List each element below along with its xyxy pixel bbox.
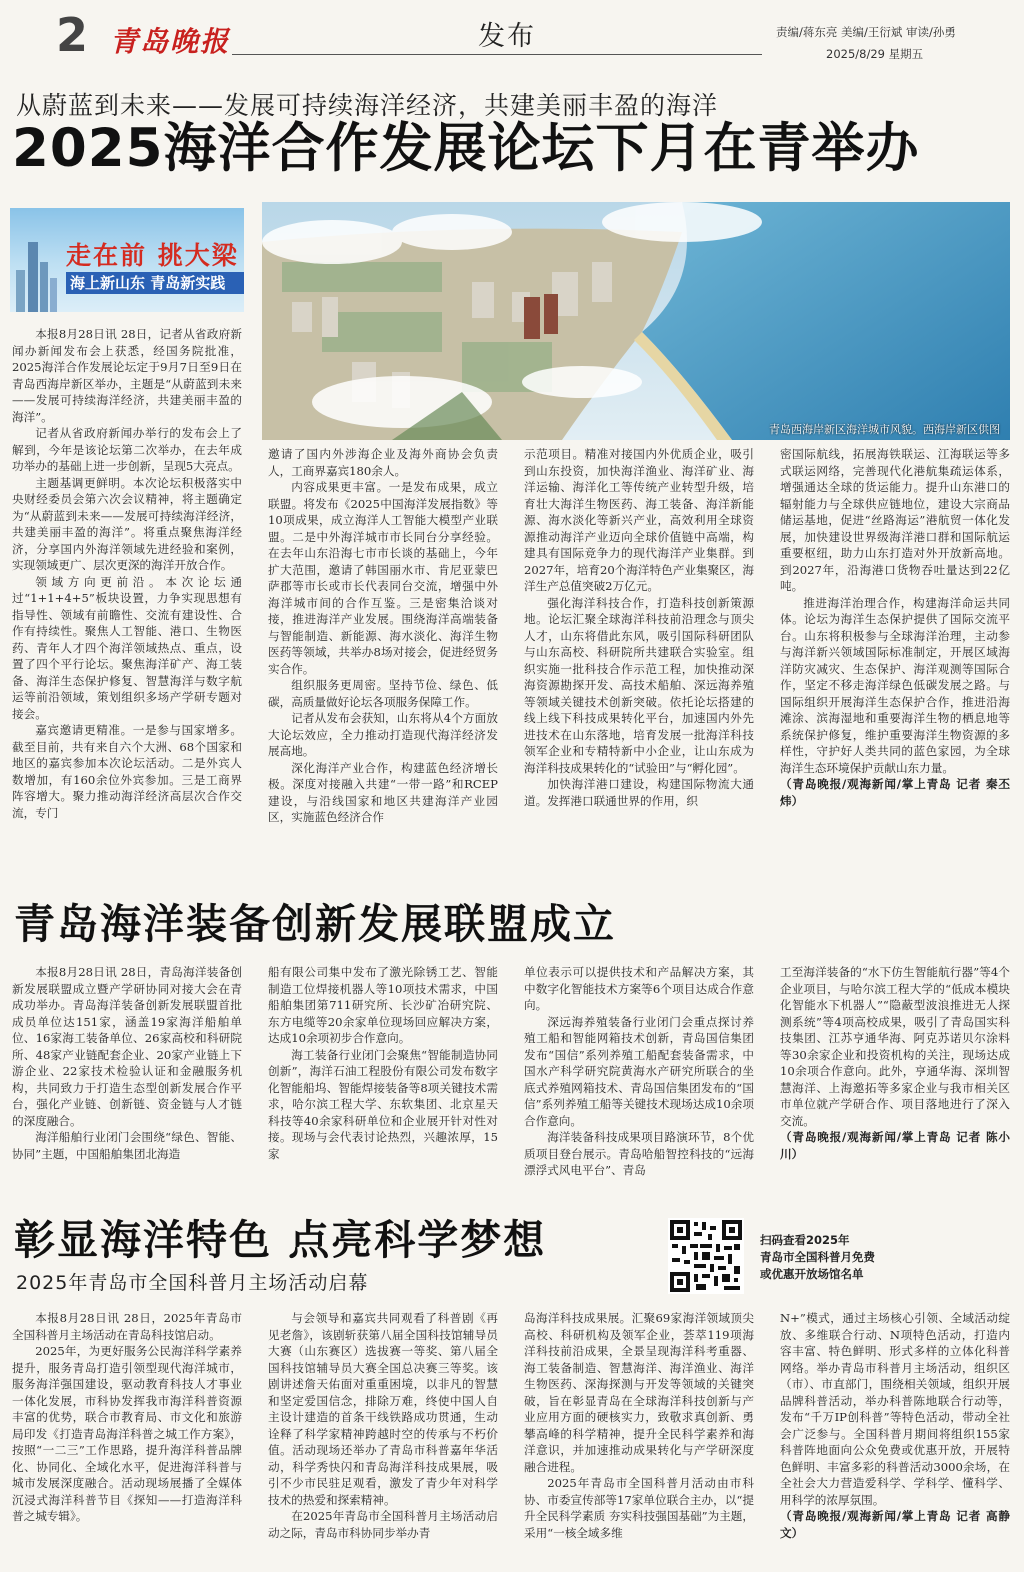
paragraph: 本报8月28日讯 28日，2025年青岛市全国科普月主场活动在青岛科技馆启动。 [12, 1311, 242, 1342]
coastal-city-image [262, 202, 1010, 440]
paragraph: 深远海养殖装备行业闭门会重点探讨养殖工船和智能网箱技术创新，青岛国信集团发布“国信”系列养殖工船配套装备需求，中国水产科学研究院黄海水产研究所联合的坐底式养殖网箱技术、青岛国信集团发布的“国信”系列养殖工船等关键技术现场达成10余项合作意向。 [524, 1014, 754, 1128]
story3-column-2 [268, 1310, 498, 1568]
story3-column-3 [524, 1310, 754, 1568]
story2-headline: 青岛海洋装备创新发展联盟成立 [14, 900, 616, 948]
story1-column-2 [268, 446, 498, 880]
story3-column-4 [780, 1310, 1010, 1568]
story1-column-1 [12, 326, 242, 880]
story2-column-4 [780, 964, 1010, 1186]
paragraph: 本报8月28日讯 28日，记者从省政府新闻办新闻发布会上获悉，经国务院批准，2025海洋合作发展论坛定于9月7日至9日在青岛西海岸新区举办，主题是“从蔚蓝到未来——发展可持续海洋经济，共建美丽丰盈的海洋”。 [12, 327, 242, 424]
paragraph: 深化海洋产业合作，构建蓝色经济增长极。深度对接融入共建“一带一路”和RCEP建设，与沿线国家和地区共建海洋产业园区，实施蓝色经济合作 [268, 760, 498, 824]
story2-column-3 [524, 964, 754, 1186]
paragraph: 邀请了国内外涉海企业及海外商协会负责人，工商界嘉宾180余人。 [268, 447, 498, 478]
paragraph: 密国际航线，拓展海铁联运、江海联运等多式联运网络，完善现代化港航集疏运体系，增强通达全球的货运能力。提升山东港口的辐射能力与全球供应链地位，建设大宗商品储运基地，促进“丝路海运”港航贸一体化发展，加快建设世界级海洋港口群和国际航运重要枢纽，助力山东打造对外开放新高地。到2027年，沿海港口货物吞吐量达到22亿吨。 [780, 447, 1010, 593]
paragraph: 与会领导和嘉宾共同观看了科普剧《再见老詹》，该剧斩获第八届全国科技馆辅导员大赛（山东赛区）选拔赛一等奖、第八届全国科技馆辅导员大赛全国总决赛三等奖。该剧讲述詹天佑面对重重困境，以非凡的智慧和坚定爱国信念，排除万难，终使中国人自主设计建造的首条干线铁路成功贯通，生动诠释了科学家精神跨越时空的传承与不朽价值。活动现场还举办了青岛市科普嘉年华活动，科学秀快闪和青岛海洋科技成果展，吸引不少市民驻足观看，激发了青少年对科学技术的热爱和探索精神。 [268, 1311, 498, 1507]
paragraph: 在2025年青岛市全国科普月主场活动启动之际，青岛市科协同步举办青 [268, 1509, 498, 1540]
paragraph: 加快海洋港口建设，构建国际物流大通道。发挥港口联通世界的作用，织 [524, 777, 754, 808]
section-title: 发布 [478, 21, 536, 52]
editors-line: 责编/蒋东亮 美编/王衍斌 审读/孙勇 [776, 25, 956, 39]
story2-column-2 [268, 964, 498, 1186]
byline: （青岛晚报/观海新闻/掌上青岛 记者 秦丕炜） [780, 777, 1010, 808]
paragraph: 领域方向更前沿。本次论坛通过“1+1+4+5”板块设置，力争实现思想有指导性、领域有前瞻性、交流有建设性、合作有持续性。聚焦人工智能、港口、生物医药、青年人才四个海洋领域热点、重点，设置了四个平行论坛。聚焦海洋矿产、海工装备、海洋生态保护修复、智慧海洋与数字航运等前沿领域，策划组织多场产学研专题对接会。 [12, 574, 242, 721]
paragraph: 海洋装备科技成果项目路演环节，8个优质项目登台展示。青岛哈船智控科技的“远海漂浮式风电平台”、青岛 [524, 1130, 754, 1177]
paragraph: 示范项目。精准对接国内外优质企业，吸引到山东投资，加快海洋渔业、海洋矿业、海洋运输、海洋化工等传统产业转型升级，培育壮大海洋生物医药、海工装备、海洋新能源、海水淡化等新兴产业，高效利用全球资源推动海洋产业迈向全球价值链中高端，构建具有国际竞争力的现代海洋产业集群。到2027年，培育20个海洋特色产业集聚区，海洋生产总值突破2万亿元。 [524, 447, 754, 593]
column-banner [10, 208, 244, 312]
paragraph: 船有限公司集中发布了激光除锈工艺、智能制造工位焊接机器人等10项技术需求，中国船舶集团第711研究所、长沙矿冶研究院、东方电缆等20余家单位现场回应解决方案，达成10余项初步合作意向。 [268, 965, 498, 1045]
paragraph: 记者从发布会获知，山东将从4个方面放大论坛效应，全力推动打造现代海洋经济发展高地。 [268, 711, 498, 758]
qr-caption-line: 青岛市全国科普月免费 [760, 1250, 875, 1264]
byline: （青岛晚报/观海新闻/掌上青岛 记者 陈小川） [780, 1130, 1010, 1161]
paragraph: 推进海洋治理合作，构建海洋命运共同体。论坛为海洋生态保护提供了国际交流平台。山东将积极参与全球海洋治理，主动参与海洋新兴领域国际标准制定，开展区域海洋防灾减灾、生态保护、海洋观测等国际合作，坚定不移走海洋绿色低碳发展之路。与国际组织开展海洋生态保护合作，推进沿海滩涂、滨海湿地和重要海洋生物的栖息地等系统保护修复，维护重要海洋生物资源的多样性，守护好人类共同的蓝色家园，为全球海洋生态环境保护贡献山东力量。 [780, 595, 1010, 775]
story1-subhead: 从蔚蓝到未来——发展可持续海洋经济，共建美丽丰盈的海洋 [16, 91, 719, 120]
paragraph: N+”模式，通过主场核心引领、全域活动绽放、多维联合行动、N项特色活动，打造内容丰富、特色鲜明、形式多样的立体化科普网络。举办青岛市科普月主场活动，组织区（市）、市直部门，围绕相关领域，组织开展品牌科普活动，举办科普陈地联合行动等，发布“千万IP创科普”等特色活动，带动全社会广泛参与。全国科普月期间将组织155家科普阵地面向公众免费或优惠开放，开展特色鲜明、丰富多彩的科普活动3000余场，在全社会大力营造爱科学、学科学、懂科学、用科学的浓厚氛围。 [780, 1311, 1010, 1507]
qr-caption-line: 扫码查看2025年 [760, 1233, 850, 1247]
masthead-rule [232, 54, 762, 55]
photo-caption: 青岛西海岸新区海洋城市风貌。西海岸新区供图 [769, 423, 1000, 436]
paragraph: 海工装备行业闭门会聚焦“智能制造协同创新”，海洋石油工程股份有限公司发布数字化智能船坞、智能焊接装备等8项关键技术需求，哈尔滨工程大学、东软集团、北京星天科技等40余家科研单位和企业展开针对性对接。现场与会代表讨论热烈，兴趣浓厚，15家 [268, 1047, 498, 1161]
story3-column-1 [12, 1310, 242, 1568]
aerial-photo [262, 202, 1010, 440]
page-number: 2 [56, 8, 89, 62]
paragraph: 内容成果更丰富。一是发布成果，成立联盟。将发布《2025中国海洋发展指数》等10项成果，成立海洋人工智能大模型产业联盟。二是中外海洋城市市长同台分享经验。在去年山东沿海七市市长谈的基础上，今年扩大范围，邀请了韩国丽水市、肯尼亚蒙巴萨郡等市长或市长代表同台交流，增强中外海洋城市间的合作互鉴。三是密集洽谈对接，推进海洋产业发展。围绕海洋高端装备与智能制造、新能源、海水淡化、海洋生物医药等领域，共举办8场对接会，促进经贸务实合作。 [268, 480, 498, 676]
story3-headline: 彰显海洋特色 点亮科学梦想 [14, 1216, 547, 1264]
story2-column-1 [12, 964, 242, 1186]
date-line: 2025/8/29 星期五 [826, 47, 924, 61]
paragraph: 本报8月28日讯 28日，青岛海洋装备创新发展联盟成立暨产学研协同对接大会在青成功举办。青岛海洋装备创新发展联盟首批成员单位达151家，涵盖19家海洋船舶单位、16家海工装备单位、26家高校和科研院所、48家产业链配套企业、20家产业链上下游企业、22家技术检验认证和金融服务机构，共同致力于打造生态型创新发展合作平台，强化产业链、创新链、资金链与人才链的深度融合。 [12, 965, 242, 1128]
story1-column-4 [780, 446, 1010, 880]
paragraph: 主题基调更鲜明。本次论坛积极落实中央财经委员会第六次会议精神，将主题确定为“从蔚蓝到未来——发展可持续海洋经济，共建美丽丰盈的海洋”。将重点聚焦海洋经济，分享国内外海洋领域先进经验和案例，实现领域更广、层次更深的海洋开放合作。 [12, 475, 242, 572]
byline: （青岛晚报/观海新闻/掌上青岛 记者 高静文） [780, 1509, 1010, 1540]
qr-caption [760, 1232, 875, 1283]
paragraph: 单位表示可以提供技术和产品解决方案，其中数字化智能技术方案等6个项目达成合作意向。 [524, 965, 754, 1012]
story1-column-3 [524, 446, 754, 880]
qr-code[interactable] [668, 1218, 744, 1294]
skyline-icon [10, 232, 62, 312]
paragraph: 工至海洋装备的“水下仿生智能航行器”等4个企业项目，与哈尔滨工程大学的“低成本模块化智能水下机器人”“隐蔽型波浪推进无人探测系统”等4项高校成果，吸引了青岛国实科技集团、江苏亨通华海、阿克苏诺贝尔涂料等30余家企业和投资机构的关注，现场达成10余项合作意向。此外，亨通华海、深圳智慧海洋、上海邀拓等多家企业与我市相关区市单位就产学研合作、项目落地进行了深入交流。 [780, 965, 1010, 1128]
paragraph: 2025年青岛市全国科普月活动由市科协、市委宣传部等17家单位联合主办，以“提升全民科学素质 夯实科技强国基础”为主题，采用“一核全域多维 [524, 1476, 754, 1540]
paper-logo: 青岛晚报 [110, 25, 231, 58]
story1-headline: 2025海洋合作发展论坛下月在青举办 [12, 118, 920, 179]
paragraph: 海洋船舶行业闭门会围绕“绿色、智能、协同”主题，中国船舶集团北海造 [12, 1130, 242, 1161]
paragraph: 记者从省政府新闻办举行的发布会上了解到，今年是该论坛第二次举办，在去年成功举办的基础上进一步创新，呈现5大亮点。 [12, 426, 242, 473]
story3-subhead: 2025年青岛市全国科普月主场活动启幕 [16, 1272, 369, 1294]
banner-slogan: 走在前 挑大梁 [66, 241, 239, 270]
banner-tagline: 海上新山东 青岛新实践 [66, 272, 244, 294]
qr-code-icon [668, 1218, 744, 1294]
paragraph: 强化海洋科技合作，打造科技创新策源地。论坛汇聚全球海洋科技前沿理念与顶尖人才，山东将借此东风，吸引国际科研团队与山东高校、科研院所共建联合实验室。组织实施一批科技合作示范工程，加快推动深海资源勘探开发、高技术船舶、深远海养殖等领域关键技术创新突破。依托论坛搭建的线上线下科技成果转化平台，加速国内外先进技术在山东落地，培育发展一批海洋科技领军企业和专精特新中小企业，让山东成为海洋科技成果转化的“试验田”与“孵化园”。 [524, 595, 754, 775]
paragraph: 组织服务更周密。坚持节俭、绿色、低碳，高质量做好论坛各项服务保障工作。 [268, 678, 498, 709]
qr-caption-line: 或优惠开放场馆名单 [760, 1267, 864, 1281]
paragraph: 岛海洋科技成果展。汇聚69家海洋领域顶尖高校、科研机构及领军企业，荟萃119项海洋科技前沿成果，全景呈现海洋科考重器、海工装备制造、智慧海洋、海洋渔业、海洋生物医药、深海探测与开发等领域的关键突破，旨在彰显青岛在全球海洋科技创新与产业应用方面的硬核实力，致敬求真创新、勇攀高峰的科学精神，提升全民科学素养和海洋意识，并加速推动成果转化与产学研深度融合进程。 [524, 1311, 754, 1474]
paragraph: 2025年，为更好服务公民海洋科学素养提升，服务青岛打造引领型现代海洋城市，服务海洋强国建设，驱动教育科技人才事业一体化发展，市科协发挥我市海洋科普资源丰富的优势，联合市教育局、市文化和旅游局印发《打造青岛海洋科普之城工作方案》，按照“一二三”工作思路，提升海洋科普品牌化、协同化、全域化水平，促进海洋科普与城市发展深度融合。活动现场展播了全媒体沉浸式海洋科普节目《探知——打造海洋科普之城专辑》。 [12, 1344, 242, 1523]
paragraph: 嘉宾邀请更精准。一是参与国家增多。截至目前，共有来自六个大洲、68个国家和地区的嘉宾参加本次论坛活动。二是外宾人数增加，有160余位外宾参加。三是工商界阵容增大。聚力推动海洋经济高层次合作交流，专门 [12, 723, 242, 820]
